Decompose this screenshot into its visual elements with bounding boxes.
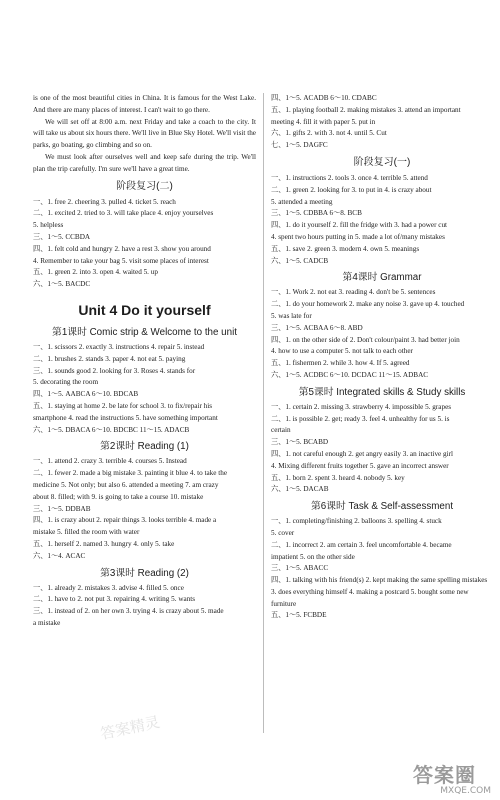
answer-line: 二、1. incorrect 2. am certain 3. feel uncomfortable 4. became	[271, 540, 452, 549]
column-divider	[263, 93, 264, 733]
answer-line: 一、1. Work 2. not eat 3. reading 4. don't be 5. sentences	[271, 288, 436, 297]
answer-line: 4. how to use a computer 5. not talk to each other	[271, 347, 413, 356]
answer-line: 六、1. gifts 2. with 3. not 4. until 5. Cut	[271, 129, 387, 138]
answer-line: 三、1～5. ABACC	[271, 564, 329, 573]
answer-line: 五、1. born 2. spent 3. heard 4. nobody 5. key	[271, 473, 405, 482]
answer-line: certain	[271, 426, 291, 435]
lesson-title-6: 第6课时 Task & Self-assessment	[310, 501, 454, 513]
answer-line: 五、1. staying at home 2. be late for school 3. to fix/repair his	[33, 401, 213, 410]
unit-title: Unit 4 Do it yourself	[78, 301, 211, 318]
lesson-title-1: 第1课时 Comic strip & Welcome to the unit	[52, 326, 237, 338]
essay-paragraph: is one of the most beautiful cities in China. It is famous for the West Lake. And there are many places of interest. I can't wait to go there.	[33, 94, 256, 114]
lesson-title-5: 第5课时 Integrated skills & Study skills	[298, 386, 466, 398]
answer-line: 三、1～5. CCBDA	[33, 232, 91, 241]
lesson-title-4: 第4课时 Grammar	[342, 272, 422, 284]
watermark-stamp: 答案精灵	[98, 712, 162, 744]
answer-line: 三、1. instead of 2. on her own 3. trying 4. is crazy about 5. made	[33, 607, 224, 616]
answer-line: 4. Mixing different fruits together 5. gave an incorrect answer	[271, 461, 449, 470]
answer-line: 四、1～5. ACADB 6～10. CDABC	[271, 94, 377, 102]
essay-paragraph: We must look after ourselves well and keep safe during the trip. We'll plan the trip carefully. I'm sure we'll have a great time.	[33, 152, 256, 173]
answer-line: 一、1. completing/finishing 2. balloons 3. spelling 4. stuck	[271, 517, 442, 526]
answer-line: 二、1. do your homework 2. make any noise 3. gave up 4. touched	[271, 300, 465, 309]
answer-line: 3. does everything himself 4. making a postcard 5. bought some new	[271, 587, 469, 596]
watermark-logo-text: 答案圈	[413, 763, 476, 787]
answer-line: 5. decorating the room	[33, 378, 99, 387]
answer-line: 五、1. herself 2. named 3. hungry 4. only 5. take	[33, 539, 175, 548]
answer-line: 四、1. is crazy about 2. repair things 3. looks terrible 4. made a	[33, 516, 217, 525]
answer-line: 一、1. attend 2. crazy 3. terrible 4. courses 5. Instead	[33, 457, 187, 466]
section-title-review-1: 阶段复习(一)	[353, 156, 411, 168]
section-title-review-2: 阶段复习(二)	[116, 180, 173, 192]
answer-line: medicine 5. Not only; but also 6. attended a meeting 7. am crazy	[33, 480, 219, 489]
answer-line: 4. Remember to take your bag 5. visit some places of interest	[33, 256, 209, 265]
answer-line: 三、1～5. ACBAA 6～8. ABD	[271, 323, 363, 332]
answer-line: 三、1. sounds good 2. looking for 3. Roses 4. stands for	[33, 366, 196, 375]
answer-line: impatient 5. on the other side	[271, 552, 355, 561]
answer-line: 二、1. is possible 2. get; ready 3. feel 4. unhealthy for us 5. is	[271, 414, 450, 423]
answer-line: smartphone 4. read the instructions 5. have something important	[33, 413, 218, 422]
answer-line: 六、1～5. DBACA 6～10. BDCBC 11～15. ADACB	[33, 425, 190, 434]
answer-line: 二、1. fewer 2. made a big mistake 3. painting it blue 4. to take the	[33, 469, 228, 478]
answer-line: 一、1. instructions 2. tools 3. once 4. terrible 5. attend	[271, 173, 428, 182]
answer-line: 六、1～4. ACAC	[33, 551, 86, 560]
answer-line: 一、1. scissors 2. exactly 3. instructions 4. repair 5. instead	[33, 342, 205, 351]
answer-line: about 8. filled; with 9. is going to take a course 10. mistake	[33, 492, 204, 501]
answer-line: 四、1. talking with his friend(s) 2. kept making the same spelling mistakes	[271, 576, 488, 585]
answer-line: 五、1. fishermen 2. while 3. how 4. If 5. agreed	[271, 359, 410, 368]
answer-line: 一、1. certain 2. missing 3. strawberry 4. impossible 5. grapes	[271, 402, 452, 411]
answer-line: 二、1. have to 2. not put 3. repairing 4. writing 5. wants	[33, 595, 196, 604]
answer-line: 三、1～5. DDBAB	[33, 504, 91, 513]
answer-line: 一、1. already 2. mistakes 3. advise 4. filled 5. once	[33, 583, 184, 592]
answer-line: 5. helpless	[33, 221, 64, 230]
lesson-title-2: 第2课时 Reading (1)	[100, 441, 189, 453]
answer-line: 三、1～5. BCABD	[271, 438, 329, 447]
answer-line: 六、1～5. ACDBC 6～10. DCDAC 11～15. ADBAC	[271, 370, 429, 379]
answer-line: 二、1. brushes 2. stands 3. paper 4. not eat 5. paying	[33, 354, 186, 363]
answer-line: 二、1. green 2. looking for 3. to put in 4. is crazy about	[271, 185, 432, 194]
answer-line: 5. cover	[271, 528, 295, 537]
answer-line: 五、1. green 2. into 3. open 4. waited 5. up	[33, 268, 158, 277]
lesson-title-3: 第3课时 Reading (2)	[100, 567, 189, 579]
left-column	[33, 93, 256, 630]
answer-line: 4. spent two hours putting in 5. made a lot of/many mistakes	[271, 232, 445, 241]
answer-line: meeting 4. fill it with paper 5. put in	[271, 117, 376, 126]
answer-line: 五、1～5. FCBDE	[271, 611, 327, 620]
answer-line: 四、1. on the other side of 2. Don't colour/paint 3. had better join	[271, 335, 460, 344]
watermark-logo-url: MXQE.COM	[440, 786, 491, 796]
watermark-logo	[413, 764, 497, 798]
right-column	[271, 93, 493, 622]
answer-line: 四、1. felt cold and hungry 2. have a rest 3. show you around	[33, 244, 211, 253]
answer-line: 五、1. save 2. green 3. modern 4. own 5. meanings	[271, 244, 420, 253]
answer-line: 5. attended a meeting	[271, 197, 333, 206]
answer-line: 六、1～5. CADCB	[271, 256, 329, 265]
answer-line: 一、1. free 2. cheering 3. pulled 4. ticket 5. reach	[33, 197, 176, 206]
answer-line: 六、1～5. BACDC	[33, 280, 91, 289]
answer-line: 三、1～5. CDBBA 6～8. BCB	[271, 209, 362, 218]
answer-line: 二、1. excited 2. tried to 3. will take place 4. enjoy yourselves	[33, 209, 214, 218]
answer-line: 5. was late for	[271, 311, 312, 320]
answer-line: mistake 5. filled the room with water	[33, 528, 140, 537]
essay-paragraph: We will set off at 8:00 a.m. next Friday and take a coach to the city. It will take us about six hours there. We'll live in Blue Sky Hotel. We'll visit the parks, go boating, go climbing and so on.	[33, 117, 256, 150]
answer-line: a mistake	[33, 618, 61, 627]
answer-line: 四、1～5. AABCA 6～10. BDCAB	[33, 390, 139, 399]
answer-line: 四、1. do it yourself 2. fill the fridge with 3. had a power cut	[271, 221, 448, 230]
answer-line: furniture	[271, 599, 297, 608]
answer-line: 六、1～5. DACAB	[271, 485, 329, 494]
answer-line: 五、1. playing football 2. making mistakes 3. attend an important	[271, 105, 461, 114]
answer-line: 四、1. not careful enough 2. get angry easily 3. an inactive girl	[271, 449, 454, 458]
answer-line: 七、1～5. DAGFC	[271, 141, 328, 150]
